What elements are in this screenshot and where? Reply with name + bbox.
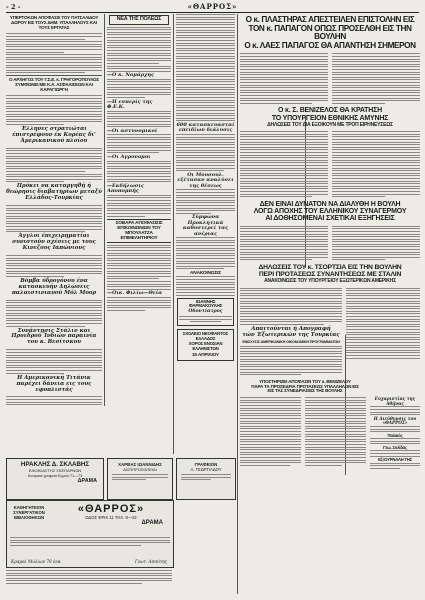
headline-line: ΕΙΣ ΤΑΣ ΣΥΝΕΔΡΙΑΣΕΙΣ ΤΗΣ ΒΟΥΛΗΣ	[267, 388, 343, 394]
article-body	[176, 134, 235, 171]
headline-line: ΛΟΓΩ ΑΠΟΧΗΣ ΤΟΥ ΕΛΛΗΝΙΚΟΥ ΣΥΝΑΓΕΡΜΟΥ	[253, 208, 407, 216]
article-body	[332, 53, 420, 105]
article-body	[240, 131, 328, 198]
ad-subtitle: ΧΟΡΟΣ ΕΝΟΣΙΑΝ ΕΛΛΗΝΙΣΤΩΝ	[188, 341, 223, 351]
headline-line: ΑΝΑΚΟΙΝΩΣΙΣ ΤΟΥ ΥΠΟΥΡΓΕΙΟΥ ΕΞΩΤΕΡΙΚΩΝ ΑΜΕΡΙΚΗΣ	[264, 278, 396, 285]
article-body	[346, 288, 420, 377]
ad-text: Κεντρικά γραφεία Ερμού 71—73	[27, 474, 83, 478]
ad-title: ΣΧΟΛΕΙΟ ΝΕΟΦΑΝΤΟΣ ΕΛΛΑΔΟΣ	[182, 331, 229, 341]
page-number: - 2 -	[6, 3, 21, 11]
headline: Πρόκει να καταργηθή ή θεώρησις διαβατηρίων μεταξύ Ελλάδος-Τουρκίας	[6, 183, 102, 202]
article-body	[176, 189, 235, 213]
ad-city: ΔΡΑΜΑ	[77, 478, 97, 484]
ad-title: ΙΩΑΝΝΗΣ ΦΑΡΜΑΚΟΥΛΗΣ	[188, 298, 223, 309]
ad-subtitle: ΟΔΟΣ ΦΡΙΚ 11 ΤΗΛ. 8—22	[85, 515, 137, 520]
ad-title: Εξ ΙΟΥΡΝΑΛΗ ΤΗΣ	[378, 457, 412, 463]
subhead: —Οι αστυνομικοί	[107, 127, 158, 134]
column-rule	[173, 14, 174, 454]
article-body	[6, 33, 102, 73]
ad-title: Ευχαριστίας της Αθήνας	[374, 396, 416, 406]
headline-line: ΕΝΙΣΧΥΣΙΣ ΑΜΕΡΙΚΑΝΙΚΗ ΟΙΚΟΝΟΜΙΚΗ ΠΡΟΓΡΑΜΜΑΤΩΝ	[242, 339, 340, 344]
column-rule	[237, 14, 238, 594]
article-body	[6, 349, 102, 373]
advertisement	[107, 458, 173, 500]
article-body	[240, 288, 342, 377]
ad-title: Η Διεύθυνσις του «ΘΑΡΡΟΣ»	[373, 415, 417, 426]
article-body	[6, 396, 102, 406]
ad-title: Παλαιός	[387, 432, 403, 438]
article-body	[6, 95, 102, 125]
headline-line: ΔΗΛΩΣΕΙΣ ΤΟΥ ΔΙΑ ΕΞΟΙΚΟΥΝ ΜΕ ΤΡΟΠ ΕΙΡΗΝΕΥΣΕΩΣ	[267, 122, 393, 128]
article-body	[6, 205, 102, 232]
ad-text: Γεωτ. Ασσότης	[135, 559, 167, 564]
article-body	[305, 397, 366, 470]
article-body	[107, 161, 171, 183]
article-body	[240, 397, 301, 470]
ad-title: ΧΑΡΒΑΣ ΙΩΑΝΝΙΔΗΣ	[118, 462, 162, 467]
headline: Συνάντησις Στάλιν και Προεδρού Ίνδιών παραινία του κ. Βεσίτσκου	[11, 327, 97, 346]
article-body	[107, 27, 171, 72]
article-body	[240, 53, 328, 105]
headline-block	[240, 380, 370, 394]
column-1	[6, 14, 102, 406]
classifieds-column	[370, 397, 420, 470]
column-4-5	[240, 14, 420, 594]
headline: Άγγλοι έπιχειρηματίαι συνιστούν σχέσεις με τους Κινεζους Ιαπώνιους	[12, 233, 96, 252]
article-body	[107, 79, 171, 98]
headline: Ο ΑΡΧΗΓΟΣ ΤΟΥ Γ.Σ.Ε. κ. ΓΡΗΓΟΡΟΠΟΥΛΟΣ ΣΥΜΦΩΝΕΙ ΜΕ Κ.Α. ΑΣΦΑΛΙΣΕΩΝ ΚΑΙ ΚΑΡΑΓΙΩΡΓΗ	[8, 76, 99, 92]
article-body	[332, 226, 420, 262]
headline: Έλληνες στρατιώται έπιστρέφουν έκ Κορέας δι' Άμερικανικού πλοίου	[12, 125, 96, 144]
headline: ΥΠΕΡΤΟΚΩΝ ΑΠΟΦΑΣΙΣ ΤΟΥ ΠΑΤΣΑΛΙΔΟΥ ΔΩΡΟΥ ΕΙΣ ΤΟΥΣ ΔΗΜ. ΥΠΑΛΛΗΛΟΥΣ ΚΑΙ ΤΟΥΣ ΕΡΓΑΤΑΣ	[9, 15, 99, 30]
article-body	[6, 570, 172, 594]
headline-line: τών Έξωτερικών της Τουρκίας	[242, 331, 340, 338]
ad-text: Κραμαί Μυλίων 78 ένα	[11, 559, 61, 564]
headline-line: ΔΗΛΩΣΕΙΣ ΤΟΥ κ. ΤΣΟΡΤΣΙΑ ΕΙΣ ΤΗΝ ΒΟΥΛΗΝ	[258, 264, 402, 272]
headline-block	[240, 201, 420, 223]
article-body	[176, 276, 235, 295]
advertisement	[6, 500, 174, 568]
subhead: —Ο κ. Νομάρχης	[107, 72, 155, 79]
article-body	[6, 148, 102, 183]
headline: Η Αμερικανική Τιτάνικ παρέχει δάνεια εις τους εφοπλιστάς	[16, 374, 92, 393]
headline: ΣΟΒΑΡΑ ΑΠΟΦΑΣΙΣΙΣ ΕΠΙΚΟΙΝΩΝΙΩΝ ΤΟΥ ΜΠΟΥΛΑΤΖΑ ΕΠΙΜΕΛΗΤΗΡΙΟΥ	[115, 220, 163, 241]
ad-subtitle: ΕΝΟΙΚΙΑΣΤΗΣ ΣΚΕΠΑΡΝΩΝ	[28, 468, 82, 473]
section-box	[109, 15, 169, 25]
article-body	[240, 226, 328, 262]
article-body	[176, 237, 235, 269]
column-2	[107, 14, 171, 454]
headline-line: ΥΠΟΣΤΗΡΙΖΕΙ ΑΠΟΦΑΣΙΝ ΤΟΥ κ. ΒΕΝΙΖΕΛΟΥ	[259, 378, 351, 384]
subhead: —Η εσπερίς της Φ.Ε.Κ.	[107, 98, 153, 111]
masthead	[6, 2, 419, 13]
headline-line: Απαιτούνται ή Απογραφή	[251, 325, 331, 332]
ad-box	[177, 329, 234, 361]
ad-city: ΔΡΑΜΑ	[141, 520, 163, 526]
newspaper-title: «ΘΑΡΡΟΣ»	[187, 2, 238, 11]
headline-line: ΤΟ ΥΠΟΥΡΓΕΙΟΝ ΕΘΝΙΚΗΣ ΑΜΥΝΗΣ	[271, 114, 389, 122]
ad-label: ΚΑΘΗΓΗΤΕΙΟΝ ΣΥΝΕΡΓΑΤΙΚΟΝ ΒΙΒΛΙΟΘΗΚΩΝ	[13, 505, 45, 520]
ad-title: ΓΡΑΦΕΙΟΝ	[194, 462, 218, 467]
article-body	[107, 134, 171, 153]
headline: 600 κατασκευασταί επειδίων διάλυσις	[176, 121, 235, 134]
article-body	[107, 245, 171, 290]
article-body	[332, 131, 420, 198]
headline: Οι Μουσουλ. εξέτασαν αναλύσει της θέσεως	[177, 171, 234, 189]
section-title: ΝΕΑ ΤΗΣ ΠΟΛΕΩΣ	[116, 16, 162, 22]
ad-title: Γεω. Σολίδας	[383, 445, 407, 451]
ad-subtitle: Οδοντίατρος	[188, 309, 223, 315]
headline: ΑΝΑΚΟΙΝΩΣΙΣ	[190, 271, 221, 277]
advertisement	[6, 458, 104, 500]
headline-line: ΔΕΝ ΕΙΝΑΙ ΔΥΝΑΤΟΝ ΝΑ ΔΙΑΛΥΘΗ Η ΒΟΥΛΗ	[259, 200, 401, 208]
article-body	[6, 300, 102, 327]
headline-line: ΠΑΡΑ ΤΑ ΠΡΟΣΕΔΡΙΑ ΠΡΟΤΑΣΕΩΣ ΥΠΑΛΛΗΛΩΝ ΕΙΣ	[251, 383, 359, 389]
article-body	[6, 255, 102, 277]
headline: Σύμφωνα Προκλητικά καθυστερεί τας ανέριας	[182, 214, 229, 237]
headline-line: ΠΕΡΙ ΠΡΟΤΑΣΕΩΣ ΣΥΝΑΝΤΗΣΕΩΣ ΜΕ ΣΤΑΛΙΝ	[258, 271, 402, 279]
subhead: —Οικ. Φιλίω—Θεία	[107, 290, 163, 297]
ad-subtitle: Α. ΓΕΩΡΓΙΑΔΟΥ	[190, 467, 222, 472]
headline-line: Ο κ. ΠΛΑΣΤΗΡΑΣ ΑΠΕΣΤΕΙΛΕΝ ΕΠΙΣΤΟΛΗΝ ΕΙΣ	[245, 15, 415, 24]
headline-line: ΑΙ ΔΟΘΗΣΟΜΕΝΑΙ ΣΧΕΤΙΚΑΙ ΕΞΗΓΗΣΕΙΣ	[265, 215, 395, 223]
headline-line: ΤΟΝ κ. ΠΑΠΑΓΟΝ ΟΠΩΣ ΠΡΟΣΕΛΘΗ ΕΙΣ ΤΗΝ ΒΟΥΛΗΝ	[248, 23, 412, 42]
headline-block	[240, 264, 420, 285]
column-rule	[104, 14, 105, 406]
subhead: —Εκδήλωσις Αποπομπής	[107, 182, 144, 195]
ad-subtitle: ΑΝΤΙΠΡΟΣΩΠΕΙΑΙ	[123, 467, 157, 472]
advertisement	[176, 458, 236, 500]
article-body	[107, 111, 171, 128]
headline-line: Ο κ. Σ. ΒΕΝΙΖΕΛΟΣ ΘΑ ΚΡΑΤΗΣΗ	[278, 107, 382, 115]
article-body	[176, 14, 235, 121]
lead-headline	[240, 16, 420, 50]
ad-date: 15 ΑΠΡΙΛΙΟΥ	[191, 352, 220, 358]
ad-title: «ΘΑΡΡΟΣ»	[77, 503, 145, 515]
column-3	[176, 14, 235, 594]
article-body	[107, 195, 171, 217]
article-body	[107, 297, 171, 311]
headline-block	[240, 107, 420, 128]
subhead: —Οι Αγρονομοι	[107, 154, 151, 161]
headline: Βόμβα ύδρογόνου ένα κατασκευήν Δηλώσεις παλαιστινιανού Μόλ Μοορ	[11, 277, 97, 296]
ad-title: ΗΡΑΚΛΗΣ Δ. ΣΚΛΑΒΗΣ	[20, 461, 90, 468]
headline-line: Ο κ. ΛΑΕΣ ΠΑΠΑΓΟΣ ΘΑ ΑΠΑΝΤΗΣΗ ΣΗΜΕΡΟΝ	[244, 40, 416, 50]
ad-box	[177, 298, 234, 326]
